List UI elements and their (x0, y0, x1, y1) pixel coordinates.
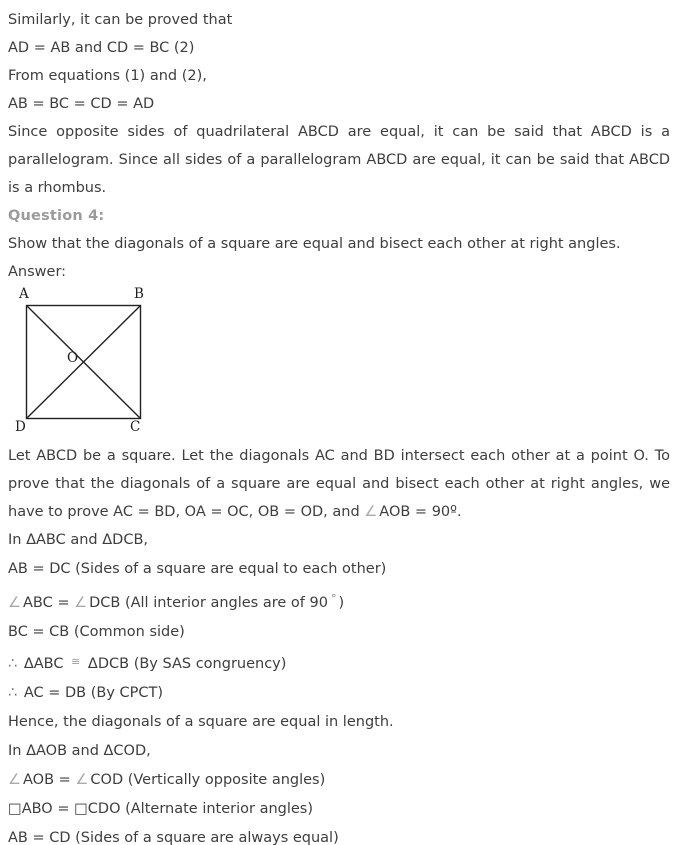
text-segment: ΔABC (23, 656, 69, 672)
text-segment: AOB = 90º. (379, 504, 462, 520)
text-segment: AB = DC (Sides of a square are equal to each other) (8, 561, 387, 577)
text-segment: ) (338, 595, 345, 611)
question-text (8, 230, 670, 258)
proof-line (8, 795, 670, 824)
text-segment: DCB (All interior angles are of 90 (89, 595, 328, 611)
text-segment: Similarly, it can be proved that (8, 12, 233, 28)
square-diagram (8, 286, 168, 436)
question-heading (8, 202, 670, 230)
text-segment: In ΔABC and ΔDCB, (8, 532, 148, 548)
text-segment: Since opposite sides of quadrilateral ABCD are equal, it can be said that ABCD is a parallelogram. Since all sides of a parallelogram ABCD are equal, it can be said that ABCD is a rhombus. (8, 124, 670, 196)
proof-line (8, 555, 670, 584)
therefore-symbol: ∴ (8, 656, 22, 672)
text-segment: AD = AB and CD = BC (2) (8, 40, 195, 56)
proof-line (8, 824, 670, 845)
angle-symbol: ∠ (74, 595, 88, 611)
angle-symbol: ∠ (364, 504, 378, 520)
angle-symbol: ∠ (8, 595, 21, 611)
text-segment: BC = CB (Common side) (8, 624, 185, 640)
text-segment: COD (Vertically opposite angles) (90, 772, 326, 788)
text-segment: Hence, the diagonals of a square are equal in length. (8, 714, 394, 730)
intersection-label-o: O (67, 350, 79, 366)
text-segment: Question 4: (8, 208, 105, 224)
text-segment: ΔDCB (By SAS congruency) (83, 656, 287, 672)
proof-line (8, 526, 670, 555)
vertex-label-d: D (15, 419, 26, 435)
proof-line (8, 647, 670, 679)
answer-label (8, 258, 670, 286)
conclusion-paragraph (8, 118, 670, 202)
text-segment: Show that the diagonals of a square are equal and bisect each other at right angles. (8, 236, 621, 252)
therefore-symbol: ∴ (8, 685, 22, 701)
proof-line (8, 737, 670, 766)
proof-line (8, 618, 670, 647)
vertex-label-b: B (134, 286, 144, 302)
degree-symbol: ° (330, 592, 337, 605)
text-segment: ABC = (23, 595, 75, 611)
geometry-figure (8, 286, 178, 436)
vertex-label-a: A (19, 286, 29, 302)
proof-line (8, 708, 670, 737)
congruent-symbol: ≅ (71, 655, 81, 668)
vertex-label-c: C (130, 419, 141, 435)
text-segment: Let ABCD be a square. Let the diagonals AC and BD intersect each other at a point O. To prove that the diagonals of a square are equal and bisect each other at right angles, we have to prove AC = BD, OA = OC, OB = OD, and (8, 448, 670, 520)
solution-paragraph (8, 442, 670, 526)
angle-symbol: ∠ (75, 772, 89, 788)
equation-line (8, 34, 670, 62)
text-segment: AOB = (23, 772, 76, 788)
proof-line (8, 766, 670, 795)
text-segment: AB = BC = CD = AD (8, 96, 155, 112)
angle-symbol: ∠ (8, 772, 21, 788)
text-segment: AB = CD (Sides of a square are always equal) (8, 830, 339, 845)
equation-line (8, 90, 670, 118)
text-segment: AC = DB (By CPCT) (23, 685, 164, 701)
text-segment: □ABO = □CDO (Alternate interior angles) (8, 801, 314, 817)
proof-line (8, 584, 670, 618)
text-segment: From equations (1) and (2), (8, 68, 207, 84)
text-segment: In ΔAOB and ΔCOD, (8, 743, 151, 759)
text-segment: Answer: (8, 264, 67, 280)
statement-line (8, 6, 670, 34)
proof-line (8, 679, 670, 708)
statement-line (8, 62, 670, 90)
